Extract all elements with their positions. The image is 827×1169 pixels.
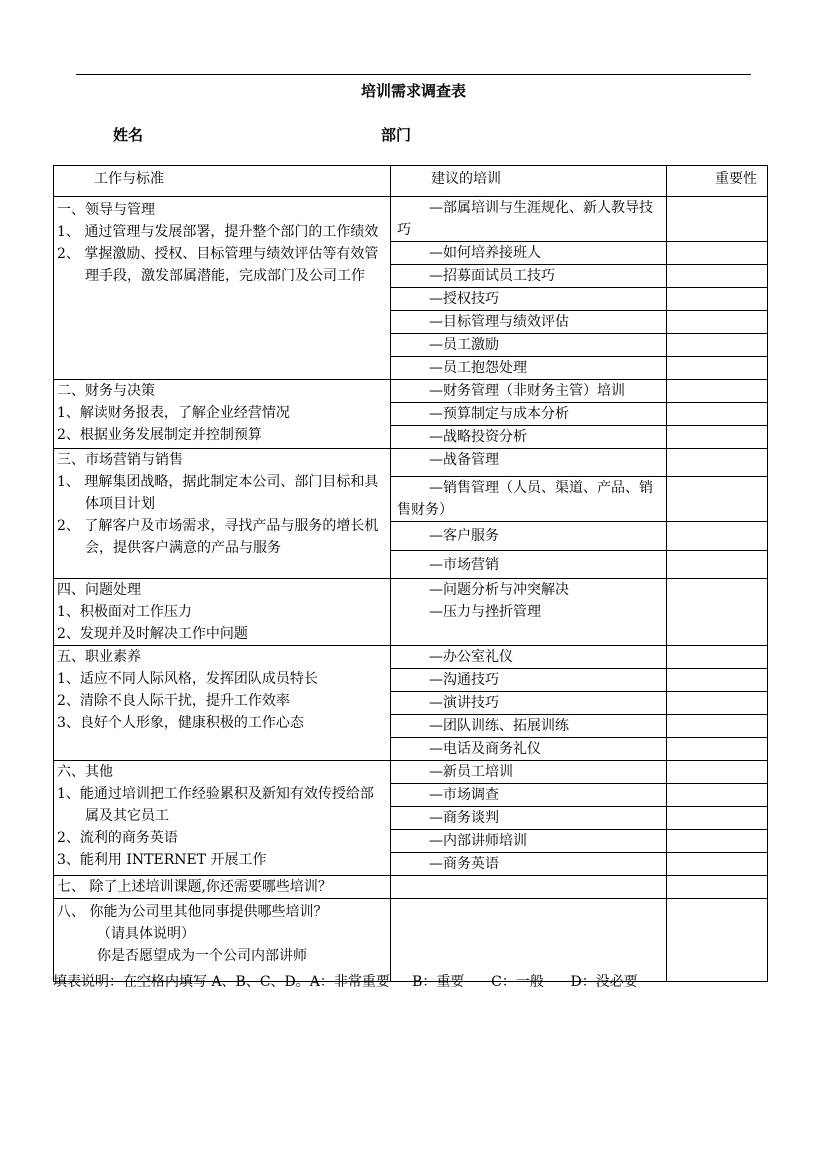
training-item: —压力与挫折管理 [429,604,541,620]
answer-cell[interactable] [391,899,667,982]
importance-cell[interactable] [667,477,768,522]
training-item: —员工抱怨处理 [391,357,667,380]
table-row [54,380,768,403]
importance-cell[interactable] [667,899,768,982]
section-item: 1、能通过培训把工作经验累积及新知有效传授给部属及其它员工 [57,786,374,824]
training-item: —销售管理（人员、渠道、产品、销售财务） [391,477,667,522]
training-item: —内部讲师培训 [391,830,667,853]
importance-cell[interactable] [667,830,768,853]
section-heading: 一、领导与管理 [57,202,155,218]
top-rule [76,74,751,75]
importance-cell[interactable] [667,288,768,311]
table-row [54,899,768,982]
importance-cell[interactable] [667,357,768,380]
training-item: —部属培训与生涯规化、新人教导技巧 [391,197,667,242]
section-item: 3、良好个人形象，健康积极的工作心态 [57,715,304,731]
name-label: 姓名 [113,126,144,144]
page-title: 培训需求调查表 [360,82,466,100]
section-item: 2、发现并及时解决工作中问题 [57,626,248,642]
question-8-line: 八、 你能为公司里其他同事提供哪些培训？ [57,904,328,920]
section-finance [54,380,391,449]
training-item: —客户服务 [391,522,667,551]
importance-cell[interactable] [667,738,768,761]
section-heading: 六、其他 [57,764,113,780]
section-item: 1、 理解集团战略，据此制定本公司、部门目标和具体项目计划 [57,474,379,512]
answer-cell[interactable] [391,876,667,899]
importance-cell[interactable] [667,403,768,426]
table-row [54,876,768,899]
importance-cell[interactable] [667,522,768,551]
training-item: —市场调查 [391,784,667,807]
training-item: —预算制定与成本分析 [391,403,667,426]
header-training: 建议的培训 [391,166,667,197]
section-item: 1、 通过管理与发展部署，提升整个部门的工作绩效 [57,224,379,240]
section-problem-solving [54,579,391,646]
importance-cell[interactable] [667,669,768,692]
section-heading: 五、职业素养 [57,649,141,665]
importance-cell[interactable] [667,311,768,334]
table-row [54,761,768,784]
section-other [54,761,391,876]
training-item: —问题分析与冲突解决 [429,582,569,598]
table-row [54,449,768,477]
training-item: —战略投资分析 [391,426,667,449]
section-item: 2、 掌握激励、授权、目标管理与绩效评估等有效管理手段，激发部属潜能，完成部门及公司工作 [57,246,379,284]
section-item: 2、流利的商务英语 [57,830,178,846]
section-item: 3、能利用 INTERNET 开展工作 [57,852,267,868]
training-item: —财务管理（非财务主管）培训 [391,380,667,403]
training-item: —电话及商务礼仪 [391,738,667,761]
table-row [54,646,768,669]
header-row [54,166,768,197]
section-item: 2、清除不良人际干扰，提升工作效率 [57,693,290,709]
training-group [391,579,667,646]
section-leadership [54,197,391,380]
department-label: 部门 [381,126,412,144]
section-heading: 二、财务与决策 [57,383,155,399]
training-item: —演讲技巧 [391,692,667,715]
importance-cell[interactable] [667,265,768,288]
section-item: 2、根据业务发展制定并控制预算 [57,427,262,443]
training-item: —授权技巧 [391,288,667,311]
training-item: —商务英语 [391,853,667,876]
section-professionalism [54,646,391,761]
table-row [54,579,768,646]
importance-cell[interactable] [667,715,768,738]
section-heading: 四、问题处理 [57,582,141,598]
importance-cell[interactable] [667,426,768,449]
training-item: —办公室礼仪 [391,646,667,669]
importance-cell[interactable] [667,551,768,579]
importance-cell[interactable] [667,579,768,646]
importance-cell[interactable] [667,197,768,242]
importance-cell[interactable] [667,449,768,477]
question-8 [54,899,391,982]
training-item: —员工激励 [391,334,667,357]
importance-cell[interactable] [667,242,768,265]
training-item: —新员工培训 [391,761,667,784]
importance-cell[interactable] [667,761,768,784]
section-item: 2、 了解客户及市场需求，寻找产品与服务的增长机会，提供客户满意的产品与服务 [57,518,379,556]
training-item: —沟通技巧 [391,669,667,692]
training-item: —市场营销 [391,551,667,579]
importance-cell[interactable] [667,807,768,830]
training-item: —目标管理与绩效评估 [391,311,667,334]
importance-cell[interactable] [667,853,768,876]
importance-cell[interactable] [667,876,768,899]
training-item: —战备管理 [391,449,667,477]
importance-cell[interactable] [667,380,768,403]
fill-instructions: 填表说明：在空格内填写 A、B、C、D。A：非常重要 B：重要 C：一般 D：没必要 [53,974,638,990]
section-marketing [54,449,391,579]
importance-cell[interactable] [667,334,768,357]
question-7: 七、 除了上述培训课题,你还需要哪些培训？ [54,876,391,899]
section-item: 1、适应不同人际风格，发挥团队成员特长 [57,671,318,687]
training-item: —如何培养接班人 [391,242,667,265]
header-importance: 重要性 [667,166,768,197]
importance-cell[interactable] [667,784,768,807]
section-item: 1、解读财务报表，了解企业经营情况 [57,405,290,421]
importance-cell[interactable] [667,646,768,669]
survey-table [53,165,768,982]
question-8-line: 你是否愿望成为一个公司内部讲师 [97,948,307,964]
header-work: 工作与标准 [54,166,391,197]
question-8-line: （请具体说明） [97,926,195,942]
training-item: —团队训练、拓展训练 [391,715,667,738]
table-row [54,197,768,242]
section-item: 1、积极面对工作压力 [57,604,192,620]
training-item: —招募面试员工技巧 [391,265,667,288]
section-heading: 三、市场营销与销售 [57,452,183,468]
training-item: —商务谈判 [391,807,667,830]
importance-cell[interactable] [667,692,768,715]
